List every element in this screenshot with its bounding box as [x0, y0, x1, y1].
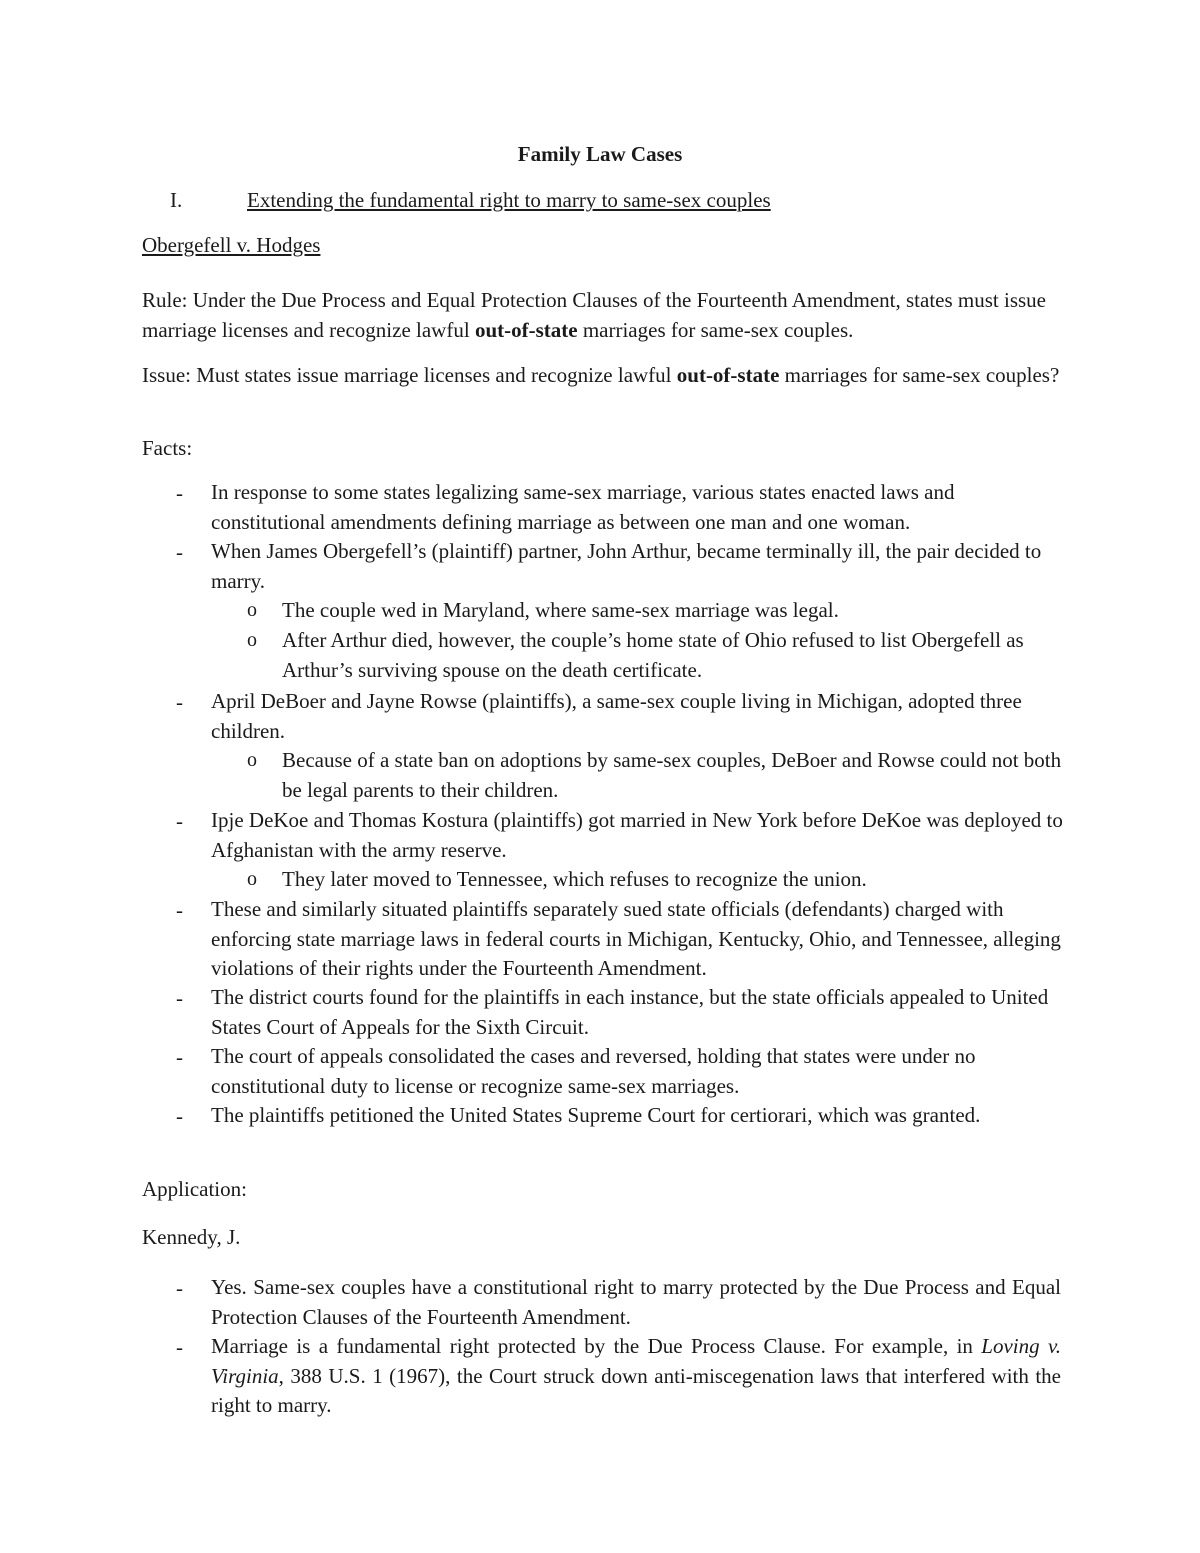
- issue-paragraph: [142, 360, 1062, 390]
- issue-text: Issue: Must states issue marriage licenses and recognize lawful: [142, 363, 677, 387]
- fact-subitem: Because of a state ban on adoptions by same-sex couples, DeBoer and Rowse could not both be legal parents to their children.: [282, 748, 1062, 802]
- application-item: [211, 1332, 1061, 1421]
- list-bullet: -: [176, 1276, 183, 1300]
- rule-text: Rule: Under the Due Process and Equal Protection Clauses of the Fourteenth Amendment, states must issue marriage licenses and recognize lawful: [142, 288, 1047, 342]
- list-bullet: -: [176, 898, 183, 922]
- sub-bullet: o: [247, 868, 257, 890]
- rule-paragraph: [142, 285, 1062, 345]
- application-label: Application:: [142, 1177, 247, 1201]
- rule-bold-text: out-of-state: [474, 318, 578, 342]
- fact-item: The plaintiffs petitioned the United States Supreme Court for certiorari, which was granted.: [211, 1103, 981, 1127]
- case-name: Obergefell v. Hodges: [142, 233, 321, 257]
- fact-subitem: They later moved to Tennessee, which refuses to recognize the union.: [282, 867, 867, 891]
- list-bullet: -: [176, 690, 183, 714]
- list-bullet: -: [176, 1045, 183, 1069]
- fact-item: When James Obergefell’s (plaintiff) partner, John Arthur, became terminally ill, the pair decided to marry.: [211, 539, 1042, 593]
- sub-bullet: o: [247, 599, 257, 621]
- fact-subitem: The couple wed in Maryland, where same-sex marriage was legal.: [282, 598, 839, 622]
- justice-name: Kennedy, J.: [142, 1225, 241, 1249]
- sub-bullet: o: [247, 629, 257, 651]
- list-bullet: -: [176, 809, 183, 833]
- case-citation: Loving v. Virginia: [211, 1334, 1061, 1388]
- section-heading: Extending the fundamental right to marry to same-sex couples: [247, 188, 771, 212]
- issue-text-end: marriages for same-sex couples?: [779, 363, 1060, 387]
- sub-bullet: o: [247, 749, 257, 771]
- application-item: Yes. Same-sex couples have a constitutional right to marry protected by the Due Process and Equal Protection Clauses of the Fourteenth Amendment.: [211, 1275, 1061, 1329]
- fact-subitem: After Arthur died, however, the couple’s home state of Ohio refused to list Obergefell as Arthur’s surviving spouse on the death certificate.: [282, 628, 1024, 682]
- fact-item: The court of appeals consolidated the cases and reversed, holding that states were under no constitutional duty to license or recognize same-sex marriages.: [211, 1044, 976, 1098]
- application-text-end: , 388 U.S. 1 (1967), the Court struck down anti-miscegenation laws that interfered with the right to marry.: [211, 1363, 1061, 1417]
- list-bullet: -: [176, 1104, 183, 1128]
- fact-item: Ipje DeKoe and Thomas Kostura (plaintiffs) got married in New York before DeKoe was deployed to Afghanistan with the army reserve.: [211, 808, 1063, 862]
- fact-item: In response to some states legalizing same-sex marriage, various states enacted laws and constitutional amendments defining marriage as between one man and one woman.: [211, 480, 955, 534]
- fact-item: The district courts found for the plaintiffs in each instance, but the state officials appealed to United States Court of Appeals for the Sixth Circuit.: [211, 985, 1049, 1039]
- list-bullet: -: [176, 540, 183, 564]
- issue-bold-text: out-of-state: [676, 363, 780, 387]
- list-bullet: -: [176, 986, 183, 1010]
- facts-label: Facts:: [142, 436, 193, 460]
- list-bullet: -: [176, 1335, 183, 1359]
- fact-item: April DeBoer and Jayne Rowse (plaintiffs), a same-sex couple living in Michigan, adopted three children.: [211, 689, 1022, 743]
- page-title: Family Law Cases: [517, 142, 683, 166]
- section-number: I.: [170, 188, 183, 212]
- fact-item: These and similarly situated plaintiffs separately sued state officials (defendants) charged with enforcing state marriage laws in federal courts in Michigan, Kentucky, Ohio, and Tennessee, alleging violations of their rights under the Fourteenth Amendment.: [211, 897, 1061, 980]
- application-text: Marriage is a fundamental right protected by the Due Process Clause. For example, in: [211, 1334, 982, 1358]
- list-bullet: -: [176, 481, 183, 505]
- rule-text-end: marriages for same-sex couples.: [577, 318, 854, 342]
